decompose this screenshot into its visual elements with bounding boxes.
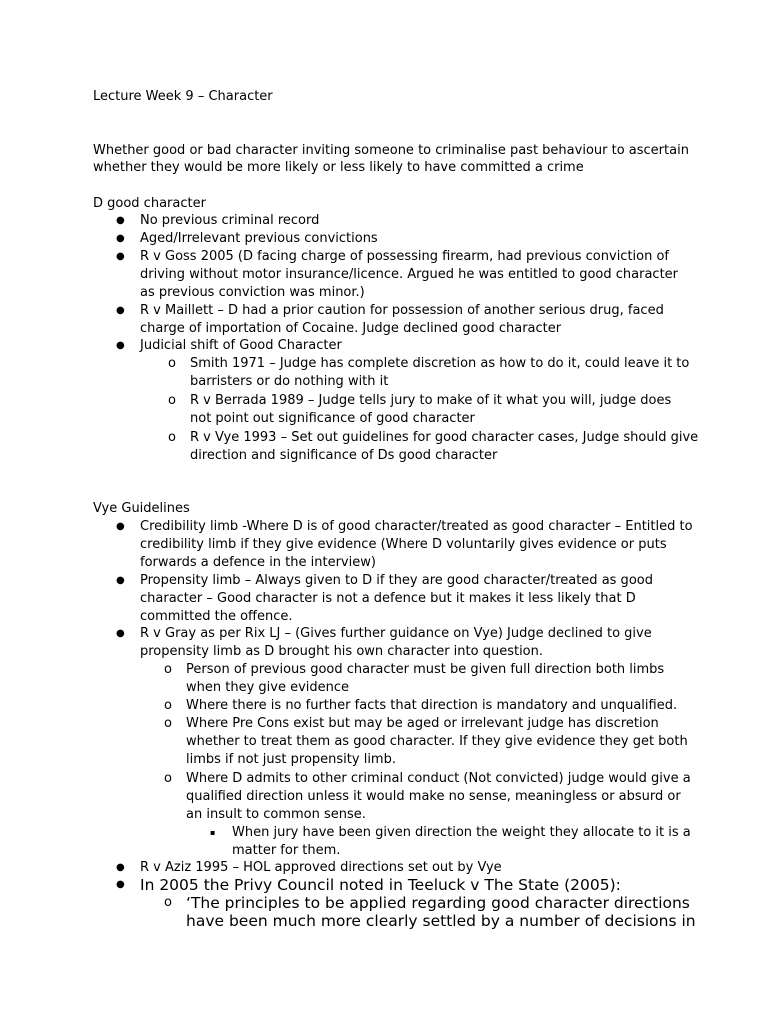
list-item: o Smith 1971 – Judge has complete discretion as how to do it, could leave it to barristers or do nothing with it [168, 356, 690, 389]
circle-bullet-icon: o [164, 698, 172, 713]
bullet-icon: ● [116, 521, 125, 532]
list-item: o Where there is no further facts that direction is mandatory and unqualified. [164, 698, 678, 713]
bullet-icon: ● [116, 862, 125, 873]
bullet-icon: ● [116, 879, 125, 890]
list-item: ● R v Gray as per Rix LJ – (Gives further guidance on Vye) Judge declined to give propensity limb as D brought his own character into question. [116, 626, 652, 659]
list-item: o Person of previous good character must be given full direction both limbs when they give evidence [164, 662, 665, 695]
intro-line-2: whether they would be more likely or less likely to have committed a crime [93, 160, 584, 175]
bullet-icon: ● [116, 628, 125, 639]
list-item: o R v Berrada 1989 – Judge tells jury to make of it what you will, judge does not point out significance of good character [168, 393, 672, 426]
circle-bullet-icon: o [164, 662, 172, 677]
list-item: o ‘The principles to be applied regarding good character directions have been much more clearly settled by a number of decisions in [164, 894, 696, 930]
list-item: ● Aged/Irrelevant previous convictions [116, 231, 378, 246]
circle-bullet-icon: o [164, 716, 172, 731]
bullet-icon: ● [116, 233, 125, 244]
intro-line-1: Whether good or bad character inviting someone to criminalise past behaviour to ascertain [93, 143, 689, 158]
list-item: ● Propensity limb – Always given to D if they are good character/treated as good character – Good character is not a defence but it makes it less likely that D committed the offence. [116, 573, 653, 624]
list-item: o R v Vye 1993 – Set out guidelines for good character cases, Judge should give direction and significance of Ds good character [168, 430, 699, 463]
list-item: ● In 2005 the Privy Council noted in Teeluck v The State (2005): [116, 876, 621, 894]
bullet-icon: ● [116, 305, 125, 316]
circle-bullet-icon: o [164, 771, 172, 786]
list-item: ● Credibility limb -Where D is of good character/treated as good character – Entitled to credibility limb if they give evidence (Where D voluntarily gives evidence or puts forwards a defence in the interview) [116, 519, 693, 570]
list-item: ● R v Maillett – D had a prior caution for possession of another serious drug, faced charge of importation of Cocaine. Judge declined good character [116, 303, 664, 336]
list-item: o Where D admits to other criminal conduct (Not convicted) judge would give a qualified direction unless it would make no sense, meaningless or absurd or an insult to common sense. [164, 771, 691, 822]
square-bullet-icon: ▪ [210, 828, 216, 837]
page-title: Lecture Week 9 – Character [93, 89, 273, 104]
list-item: ● No previous criminal record [116, 213, 320, 228]
d-good-heading: D good character [93, 196, 206, 211]
list-item: ● R v Goss 2005 (D facing charge of possessing firearm, had previous conviction of driving without motor insurance/licence. Argued he was entitled to good character as previous conviction was minor.) [116, 249, 679, 300]
list-item: o Where Pre Cons exist but may be aged or irrelevant judge has discretion whether to treat them as good character. If they give evidence they get both limbs if not just propensity limb. [164, 716, 688, 767]
bullet-icon: ● [116, 340, 125, 351]
circle-bullet-icon: o [168, 356, 176, 371]
circle-bullet-icon: o [164, 895, 172, 910]
bullet-icon: ● [116, 251, 125, 262]
bullet-icon: ● [116, 215, 125, 226]
list-item: ● Judicial shift of Good Character [116, 338, 342, 353]
vye-heading: Vye Guidelines [93, 501, 190, 516]
bullet-icon: ● [116, 575, 125, 586]
list-item: ▪ When jury have been given direction the weight they allocate to it is a matter for them. [210, 825, 691, 858]
circle-bullet-icon: o [168, 430, 176, 445]
circle-bullet-icon: o [168, 393, 176, 408]
list-item: ● R v Aziz 1995 – HOL approved directions set out by Vye [116, 860, 502, 875]
